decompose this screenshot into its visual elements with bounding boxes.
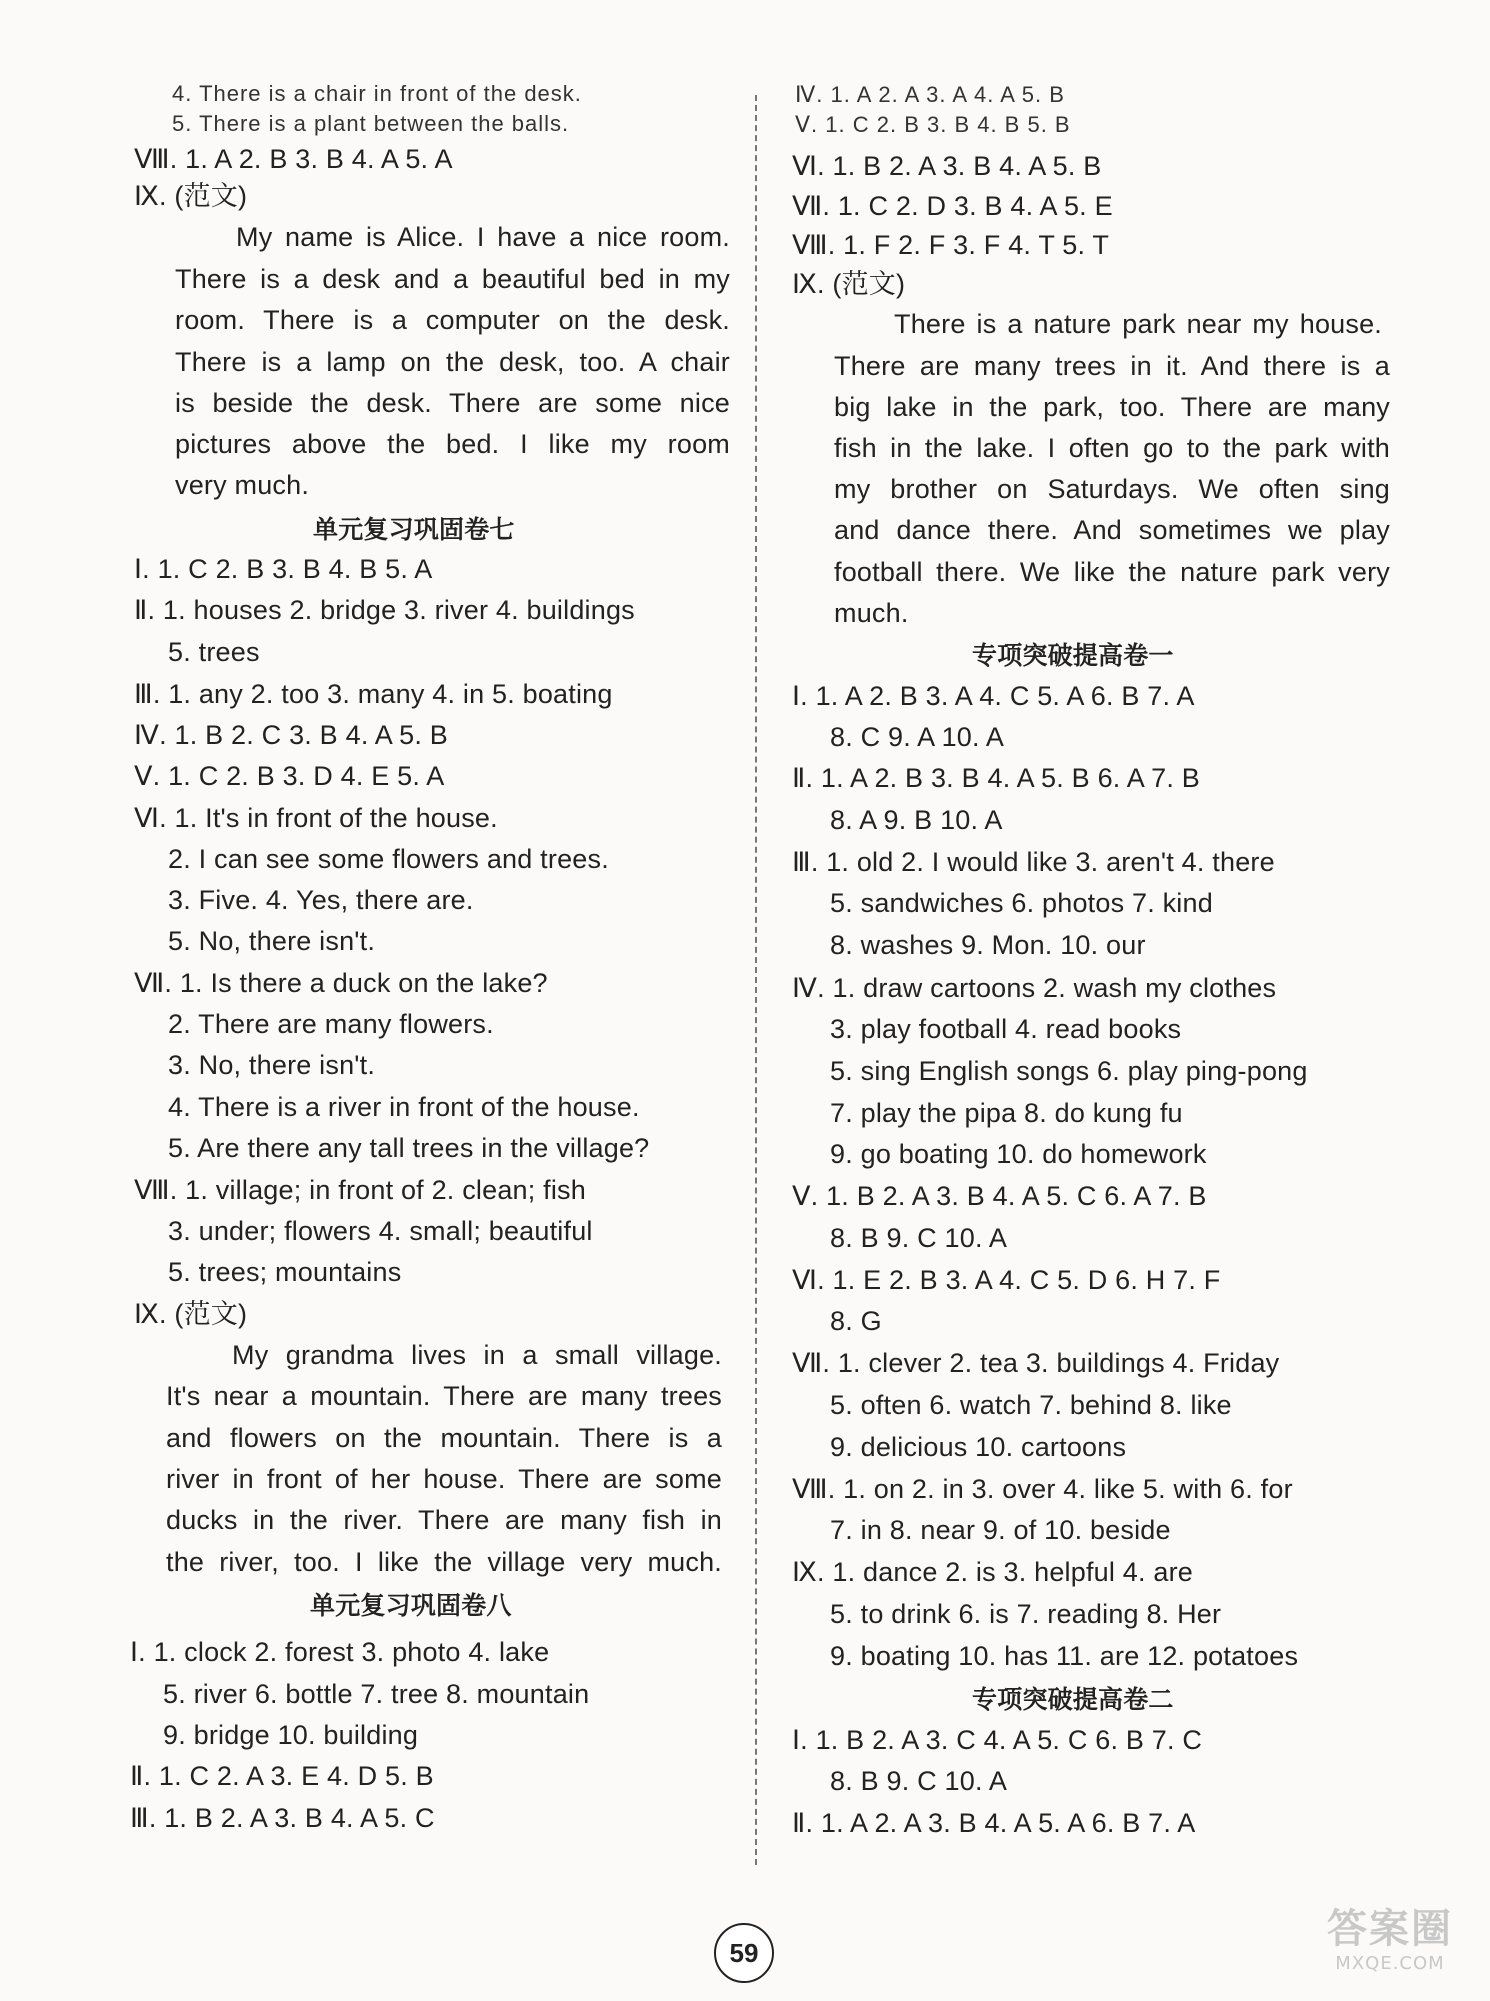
answer-line: Ⅳ. 1. B 2. C 3. B 4. A 5. B <box>134 720 448 750</box>
section-heading: 专项突破提高卷二 <box>972 1685 1174 1714</box>
answer-line: Ⅵ. 1. It's in front of the house. <box>134 803 498 833</box>
answer-line: 7. play the pipa 8. do kung fu <box>830 1098 1183 1128</box>
column-divider <box>755 95 757 1865</box>
watermark-url: MXQE.COM <box>1335 1953 1445 1974</box>
answer-line: 8. G <box>830 1306 882 1336</box>
watermark-text: 答案圈 <box>1327 1906 1453 1952</box>
answer-line: 8. B 9. C 10. A <box>830 1223 1008 1253</box>
answer-line: Ⅶ. 1. Is there a duck on the lake? <box>134 968 548 998</box>
answer-line: Ⅳ. 1. A 2. A 3. A 4. A 5. B <box>795 82 1065 107</box>
answer-line: Ⅴ. 1. C 2. B 3. B 4. B 5. B <box>795 112 1071 137</box>
answer-line: Ⅳ. 1. draw cartoons 2. wash my clothes <box>792 973 1277 1003</box>
answer-line: 5. to drink 6. is 7. reading 8. Her <box>830 1599 1222 1629</box>
answer-line: Ⅷ. 1. F 2. F 3. F 4. T 5. T <box>792 230 1110 260</box>
answer-line: Ⅰ. 1. C 2. B 3. B 4. B 5. A <box>134 554 433 584</box>
answer-line: It's near a mountain. There are many trees <box>166 1381 722 1411</box>
answer-line: There are many trees in it. And there is a <box>834 351 1390 381</box>
answer-line: 5. river 6. bottle 7. tree 8. mountain <box>163 1679 590 1709</box>
answer-line: Ⅶ. 1. clever 2. tea 3. buildings 4. Friday <box>792 1348 1280 1378</box>
answer-line: Ⅱ. 1. houses 2. bridge 3. river 4. buildings <box>134 595 635 625</box>
answer-line: much. <box>834 598 909 628</box>
answer-line: pictures above the bed. I like my room <box>175 429 730 459</box>
page-number: 59 <box>714 1923 774 1983</box>
answer-line: Ⅴ. 1. B 2. A 3. B 4. A 5. C 6. A 7. B <box>792 1181 1207 1211</box>
answer-line: 9. go boating 10. do homework <box>830 1139 1207 1169</box>
answer-line: Ⅲ. 1. old 2. I would like 3. aren't 4. there <box>792 847 1275 877</box>
answer-line: 8. C 9. A 10. A <box>830 722 1005 752</box>
answer-line: room. There is a computer on the desk. <box>175 305 730 335</box>
answer-line: 5. There is a plant between the balls. <box>172 111 570 136</box>
answer-line: My grandma lives in a small village. <box>232 1340 722 1370</box>
answer-line: and flowers on the mountain. There is a <box>166 1423 722 1453</box>
answer-line: Ⅸ. (范文) <box>134 181 248 211</box>
answer-line: 2. There are many flowers. <box>168 1009 494 1039</box>
answer-line: Ⅸ. 1. dance 2. is 3. helpful 4. are <box>792 1557 1194 1587</box>
answer-line: Ⅰ. 1. clock 2. forest 3. photo 4. lake <box>130 1637 550 1667</box>
answer-line: 5. trees; mountains <box>168 1257 402 1287</box>
answer-line: Ⅷ. 1. village; in front of 2. clean; fish <box>134 1175 586 1205</box>
watermark-logo <box>1300 1905 1480 1995</box>
answer-line: Ⅱ. 1. A 2. B 3. B 4. A 5. B 6. A 7. B <box>792 763 1200 793</box>
answer-line: There is a lamp on the desk, too. A chair <box>175 347 730 377</box>
answer-line: is beside the desk. There are some nice <box>175 388 730 418</box>
section-heading: 单元复习巩固卷七 <box>313 515 515 544</box>
answer-line: big lake in the park, too. There are many <box>834 392 1390 422</box>
answer-line: river in front of her house. There are some <box>166 1464 722 1494</box>
answer-line: Ⅲ. 1. any 2. too 3. many 4. in 5. boating <box>134 679 613 709</box>
answer-line: very much. <box>175 470 310 500</box>
answer-line: Ⅰ. 1. B 2. A 3. C 4. A 5. C 6. B 7. C <box>792 1725 1203 1755</box>
answer-line: and dance there. And sometimes we play <box>834 515 1390 545</box>
answer-line: 8. A 9. B 10. A <box>830 805 1003 835</box>
answer-line: There is a nature park near my house. <box>894 309 1382 339</box>
answer-line: Ⅷ. 1. on 2. in 3. over 4. like 5. with 6. for <box>792 1474 1293 1504</box>
answer-line: 5. Are there any tall trees in the village? <box>168 1133 650 1163</box>
answer-line: football there. We like the nature park very <box>834 557 1390 587</box>
answer-line: 5. sandwiches 6. photos 7. kind <box>830 888 1213 918</box>
answer-line: 5. trees <box>168 637 260 667</box>
answer-line: 9. boating 10. has 11. are 12. potatoes <box>830 1641 1299 1671</box>
answer-line: Ⅵ. 1. E 2. B 3. A 4. C 5. D 6. H 7. F <box>792 1265 1221 1295</box>
answer-line: 2. I can see some flowers and trees. <box>168 844 609 874</box>
answer-line: Ⅱ. 1. C 2. A 3. E 4. D 5. B <box>130 1761 434 1791</box>
answer-line: Ⅸ. (范文) <box>134 1299 248 1329</box>
answer-line: 4. There is a river in front of the house. <box>168 1092 640 1122</box>
answer-line: 4. There is a chair in front of the desk. <box>172 81 582 106</box>
answer-line: Ⅵ. 1. B 2. A 3. B 4. A 5. B <box>792 151 1102 181</box>
answer-line: Ⅷ. 1. A 2. B 3. B 4. A 5. A <box>134 144 453 174</box>
answer-line: My name is Alice. I have a nice room. <box>236 222 730 252</box>
answer-line: Ⅴ. 1. C 2. B 3. D 4. E 5. A <box>134 761 445 791</box>
answer-line: fish in the lake. I often go to the park with <box>834 433 1390 463</box>
answer-line: Ⅰ. 1. A 2. B 3. A 4. C 5. A 6. B 7. A <box>792 681 1195 711</box>
answer-line: 7. in 8. near 9. of 10. beside <box>830 1515 1171 1545</box>
answer-line: Ⅶ. 1. C 2. D 3. B 4. A 5. E <box>792 191 1113 221</box>
answer-line: 3. Five. 4. Yes, there are. <box>168 885 474 915</box>
answer-line: Ⅱ. 1. A 2. A 3. B 4. A 5. A 6. B 7. A <box>792 1808 1196 1838</box>
answer-line: 5. often 6. watch 7. behind 8. like <box>830 1390 1232 1420</box>
answer-line: 5. No, there isn't. <box>168 926 376 956</box>
answer-line: 5. sing English songs 6. play ping-pong <box>830 1056 1308 1086</box>
answer-line: 3. No, there isn't. <box>168 1050 376 1080</box>
answer-line: 8. washes 9. Mon. 10. our <box>830 930 1146 960</box>
answer-line: 9. bridge 10. building <box>163 1720 419 1750</box>
section-heading: 单元复习巩固卷八 <box>310 1591 512 1620</box>
answer-line: 3. under; flowers 4. small; beautiful <box>168 1216 593 1246</box>
answer-line: my brother on Saturdays. We often sing <box>834 474 1390 504</box>
answer-line: the river, too. I like the village very much. <box>166 1547 722 1577</box>
answer-line: Ⅸ. (范文) <box>792 269 906 299</box>
section-heading: 专项突破提高卷一 <box>972 641 1174 670</box>
answer-line: 3. play football 4. read books <box>830 1014 1182 1044</box>
answer-line: Ⅲ. 1. B 2. A 3. B 4. A 5. C <box>130 1803 435 1833</box>
answer-line: ducks in the river. There are many fish in <box>166 1505 722 1535</box>
answer-line: 8. B 9. C 10. A <box>830 1766 1008 1796</box>
answer-line: 9. delicious 10. cartoons <box>830 1432 1127 1462</box>
answer-line: There is a desk and a beautiful bed in my <box>175 264 730 294</box>
